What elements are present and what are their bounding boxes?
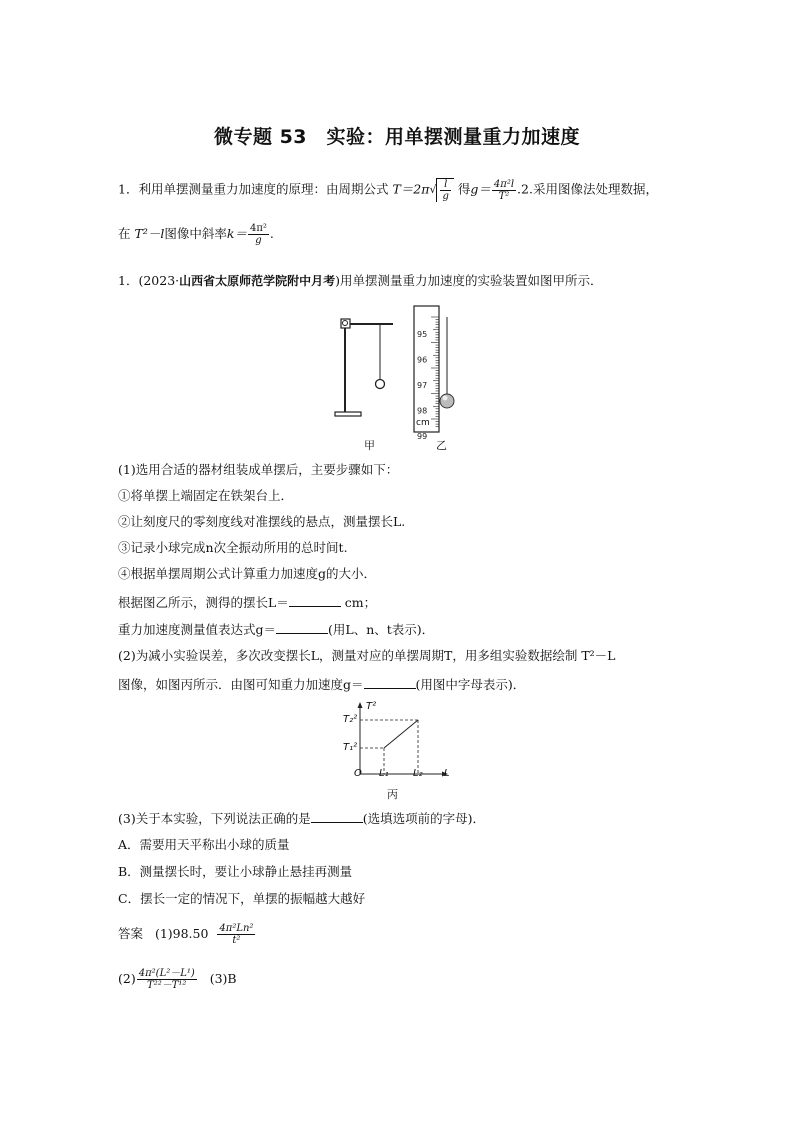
period-formula: T＝2π <box>392 181 430 197</box>
fill-g-expression: 重力加速度测量值表达式g＝ (用L、n、t表示)． <box>118 622 435 637</box>
steps-intro: (1)选用合适的器材组装成单摆后，主要步骤如下： <box>118 462 399 477</box>
answer-blank-choice[interactable] <box>311 810 363 823</box>
ruler-label: 99 <box>417 432 428 441</box>
graph-tick-t2: T₂² <box>343 714 358 725</box>
graph-y-label: T² <box>366 701 377 712</box>
option-a: A．需要用天平称出小球的质量 <box>118 837 290 852</box>
principle-line-1: 1．利用单摆测量重力加速度的原理：由周期公式 T＝2π √ $\frac{l}{g}$ 得g＝ $\frac{\text{4π²l}}{\text{T²}}$ .2.采用图像法处理数据， <box>118 178 658 202</box>
pendulum-ball <box>376 380 385 389</box>
ruler-ball <box>440 394 454 408</box>
data-line <box>384 720 418 748</box>
graph-tick-l2: L₂ <box>413 768 423 779</box>
graph-tick-t1: T₁² <box>343 742 358 753</box>
caption-jia: 甲 <box>364 439 375 452</box>
source-label: 山西省太原师范学院附中月考 <box>179 274 336 288</box>
ruler-label: 95 <box>417 330 428 339</box>
g-formula-fraction: $\frac{\text{4π²l}}{\text{T²}}$ <box>493 178 515 202</box>
stand-base <box>335 412 361 416</box>
answer-blank-graph-g[interactable] <box>364 676 416 689</box>
answer-blank-length[interactable] <box>289 594 341 607</box>
step-3: ③记录小球完成n次全振动所用的总时间t. <box>118 540 348 555</box>
part2-line-2: 图像，如图丙所示．由图可知重力加速度g＝ (用图中字母表示)． <box>118 677 526 692</box>
ruler-label: 98 <box>417 406 428 416</box>
caption-bing: 丙 <box>387 788 398 801</box>
step-1: ①将单摆上端固定在铁架台上． <box>118 488 294 503</box>
part3-stem: (3)关于本实验，下列说法正确的是 (选填选项前的字母)． <box>118 811 485 826</box>
fill-length: 根据图乙所示，测得的摆长L＝ cm； <box>118 595 377 610</box>
ruler-label: 96 <box>417 355 428 365</box>
ruler-label: 97 <box>417 381 428 390</box>
sqrt-l-over-g: √ $\frac{l}{g}$ <box>429 178 453 202</box>
answer-1-fraction: $\frac{\text{4π²Ln²}}{\text{t²}}$ <box>219 923 254 946</box>
option-c: C．摆长一定的情况下，单摆的振幅越大越好 <box>118 891 366 906</box>
figure-ruler <box>410 305 460 441</box>
step-2: ②让刻度尺的零刻度线对准摆线的悬点，测量摆长L. <box>118 514 406 529</box>
answer-line-2: (2) $\frac{\text{4π²(L²－L¹)}}{\text{T²²－T¹²}}$ (3)B <box>118 968 237 991</box>
answer-2-fraction: $\frac{\text{4π²(L²－L¹)}}{\text{T²²－T¹²}}$ <box>138 968 195 991</box>
graph-tick-l1: L₁ <box>379 768 389 779</box>
page-title: 微专题 53 实验：用单摆测量重力加速度 <box>213 126 581 148</box>
answer-blank-g[interactable] <box>276 621 328 634</box>
caption-yi: 乙 <box>436 439 447 452</box>
graph-origin: O <box>354 768 362 779</box>
principle-line-2: 在 T²－l图像中斜率k＝ $\frac{\text{4π²}}{g}$ . <box>118 223 274 246</box>
question-1-stem: 1．(2023·山西省太原师范学院附中月考)用单摆测量重力加速度的实验装置如图甲所示． <box>118 273 603 288</box>
slope-fraction: $\frac{\text{4π²}}{g}$ <box>249 223 267 246</box>
answer-label: 答案 <box>118 926 144 941</box>
part2-line-1: (2)为减小实验误差，多次改变摆长L，测量对应的单摆周期T，用多组实验数据绘制 T²－L <box>118 648 616 663</box>
answer-line-1: 答案 (1)98.50 $\frac{\text{4π²Ln²}}{\text{t²}}$ <box>118 923 254 946</box>
ruler-unit: cm <box>416 418 430 428</box>
graph-x-label: L <box>444 768 450 779</box>
principle-text: 1．利用单摆测量重力加速度的原理：由周期公式 <box>118 181 389 197</box>
step-4: ④根据单摆周期公式计算重力加速度g的大小． <box>118 566 377 581</box>
option-b: B．测量摆长时，要让小球静止悬挂再测量 <box>118 864 353 879</box>
figure-pendulum-apparatus <box>335 305 415 420</box>
